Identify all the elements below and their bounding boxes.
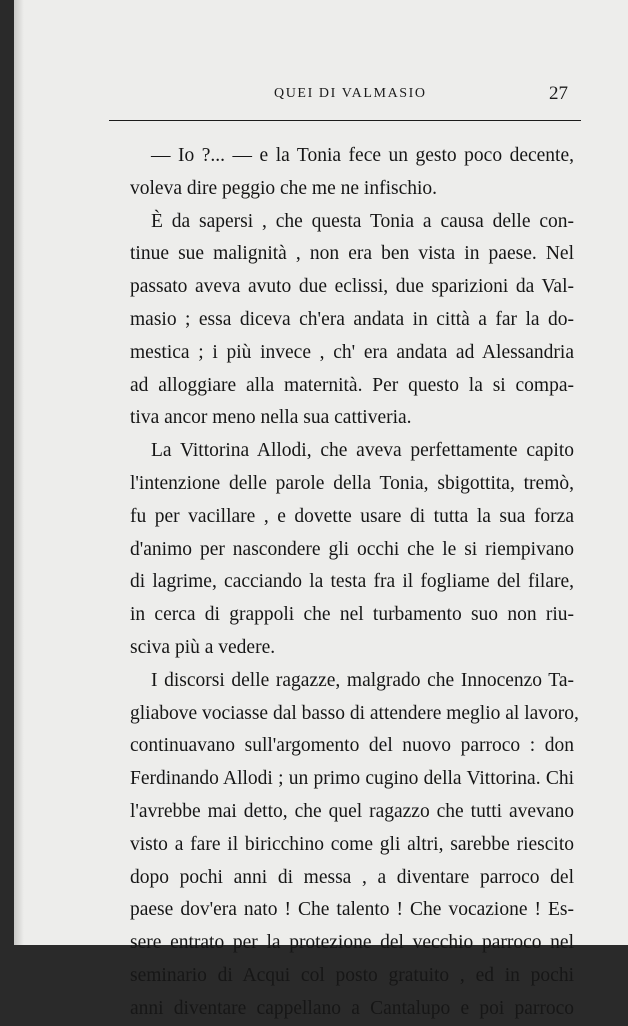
text-line: visto a fare il biricchino come gli altri, sarebbe riescito [130, 833, 574, 855]
text-line: seminario di Acqui col posto gratuito , ed in pochi [130, 964, 574, 986]
text-line: ad alloggiare alla maternità. Per questo la si compa- [130, 374, 574, 396]
page-number: 27 [549, 83, 568, 104]
text-line: dopo pochi anni di messa , a diventare parroco del [130, 866, 574, 888]
text-line: di lagrime, cacciando la testa fra il fogliame del filare, [130, 571, 574, 593]
text-line: in cerca di grappoli che nel turbamento suo non riu- [130, 604, 574, 626]
text-line: sere entrato per la protezione del vecchio parroco nel [130, 932, 574, 954]
text-line: È da sapersi , che questa Tonia a causa delle con- [151, 210, 574, 232]
text-line: continuavano sull'argomento del nuovo parroco : don [130, 735, 574, 757]
paragraph [109, 435, 574, 665]
header-rule [109, 120, 581, 121]
text-line: voleva dire peggio che me ne infischio. [130, 177, 438, 199]
text-line: tinue sue malignità , non era ben vista in paese. Nel [130, 243, 574, 265]
text-line: sciva più a vedere. [130, 636, 276, 658]
text-line: fu per vacillare , e dovette usare di tutta la sua forza [130, 505, 574, 527]
text-line: tiva ancor meno nella sua cattiveria. [130, 407, 412, 429]
text-line: — Io ?... — e la Tonia fece un gesto poco decente, [151, 145, 574, 166]
text-line: anni diventare cappellano a Cantalupo e poi parroco [130, 997, 574, 1019]
text-line: d'animo per nascondere gli occhi che le si riempivano [130, 538, 574, 560]
text-line: paese dov'era nato ! Che talento ! Che vocazione ! Es- [130, 899, 574, 921]
paragraph [109, 206, 574, 436]
paragraph [109, 665, 579, 1026]
text-line: l'intenzione delle parole della Tonia, sbigottita, tremò, [130, 472, 574, 494]
text-line: passato aveva avuto due eclissi, due sparizioni da Val- [130, 276, 574, 298]
text-line: I discorsi delle ragazze, malgrado che Innocenzo Ta- [151, 669, 574, 691]
text-line: Ferdinando Allodi ; un primo cugino della Vittorina. Chi [130, 768, 574, 790]
body-text [109, 140, 579, 1026]
text-line: La Vittorina Allodi, che aveva perfettamente capito [151, 440, 574, 462]
text-line: l'avrebbe mai detto, che quel ragazzo che tutti avevano [130, 800, 574, 822]
text-line: gliabove vociasse dal basso di attendere meglio al lavoro, [130, 702, 579, 724]
running-header [110, 83, 580, 108]
running-title: QUEI DI VALMASIO [274, 86, 427, 101]
book-page [14, 0, 628, 1019]
paragraph [109, 140, 574, 206]
text-line: mestica ; i più invece , ch' era andata ad Alessandria [130, 341, 574, 363]
text-line: masio ; essa diceva ch'era andata in città a far la do- [130, 308, 574, 330]
